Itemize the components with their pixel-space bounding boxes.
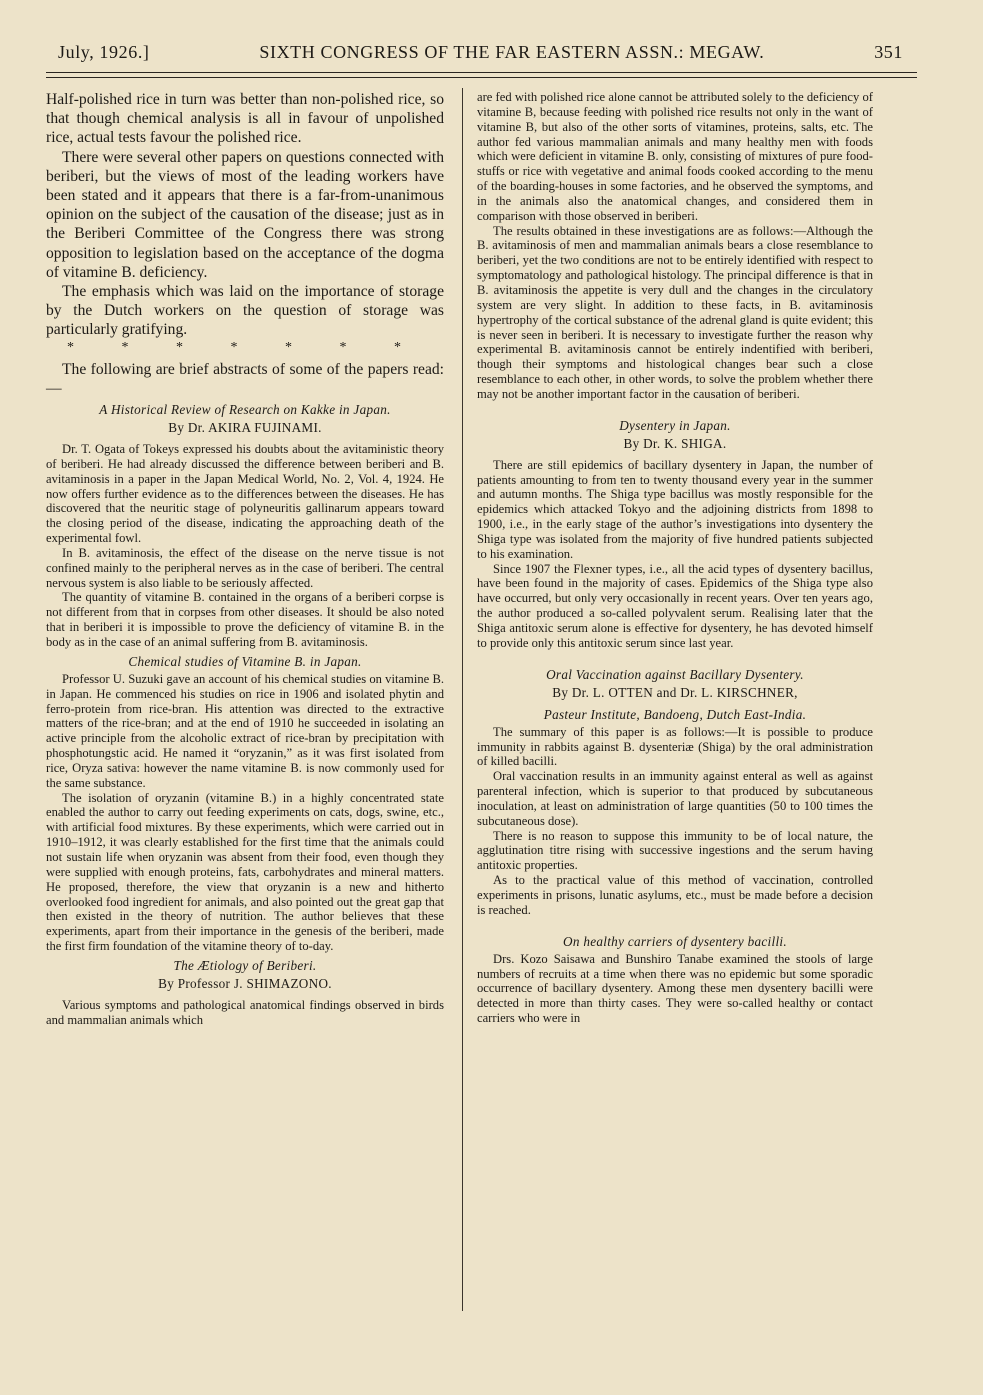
spacer [477,918,873,930]
body-paragraph: The quantity of vitamine B. contained in the organs of a beriberi corpse is not different from that in corpses from other diseases. It should be also noted that in beriberi it is impossible to prove the deficiency of vitamine B. in the body as in the case of an animal suffering from B. avitaminosis. [46,590,444,650]
spacer [477,651,873,663]
section-heading: Dysentery in Japan. [619,417,731,433]
body-paragraph: Drs. Kozo Saisawa and Bunshiro Tanabe examined the stools of large numbers of recruits at a time when there was no epidemic but some sporadic occurrence of bacillary dysentery. Among these men dysentery bacilli were detected in more than thirty cases. They were so-called healthy or contact carriers who were in [477,951,873,1026]
body-paragraph: In B. avitaminosis, the effect of the disease on the nerve tissue is not confined mainly to the peripheral nerves as in the case of beriberi. The central nervous system is also liable to be seriously affected. [46,545,444,590]
body-paragraph: Various symptoms and pathological anatomical findings observed in birds and mammalian animals which [46,997,444,1027]
body-paragraph: Since 1907 the Flexner types, i.e., all the acid types of dysentery bacillus, have been found in the majority of cases. Epidemics of the Shiga type also have occurred, but only very occasionally in recent years. Over ten years ago, the author produced a so-called polyvalent serum. Realising later that the Shiga antitoxic serum alone is effective for dysentery, he has devoted himself to provide only this antitoxic serum since last year. [477,561,873,650]
left-column [46,90,444,1028]
section-byline: By Dr. L. OTTEN and Dr. L. KIRSCHNER, [552,684,798,700]
body-paragraph: There is no reason to suppose this immunity to be of local nature, the agglutination titre rising with successive ingestions and the serum having antitoxic properties. [477,828,873,873]
header-rule-bottom [46,77,917,78]
header-date: July, 1926.] [58,42,150,62]
header-title: SIXTH CONGRESS OF THE FAR EASTERN ASSN.: MEGAW. [259,42,765,62]
page-number: 351 [874,42,903,62]
intro-paragraph: There were several other papers on questions connected with beriberi, but the views of most of the leading workers have been stated and it appears that there is a far-from-unanimous opinion on the subject of the causation of the disease; just as in the Beriberi Committee of the Congress there was strong opposition to legislation based on the acceptance of the dogma of vitamine B. deficiency. [46,148,444,281]
abstracts-intro: The following are brief abstracts of some of the papers read:— [46,360,444,397]
body-paragraph: The results obtained in these investigations are as follows:—Although the B. avitaminosis of men and mammalian animals bears a close resemblance to beriberi, yet the two conditions are not to be entirely identified with respect to symptomatology and pathological histology. The principal difference is that in B. avitaminosis the appetite is very dull and the changes in the circulatory system are very slight. In addition to these facts, in B. avitaminosis hypertrophy of the cortical substance of the adrenal gland is quite evident; this is never seen in beriberi. It is necessary to investigate further the reason why experimental B. avitaminosis cannot be entirely indentified with beriberi, though their symptoms and histological changes bear such a close resemblance to each other, in other words, to solve the problem whether there may not be another important factor in the causation of beriberi. [477,223,873,401]
section-byline: By Dr. K. SHIGA. [623,435,727,451]
section-heading: Chemical studies of Vitamine B. in Japan. [128,653,362,669]
body-paragraph: Professor U. Suzuki gave an account of his chemical studies on vitamine B. in Japan. He commenced his studies on rice in 1906 and isolated phytin and ferro-protein from rice-bran. His attention was directed to the extractive matters of the rice-bran; and at the end of 1910 he succeeded in isolating an active principle from the alcoholic extract of rice-bran by precipitation with phosphotungstic acid. He named it “oryzanin,” as it was first isolated from rice, Oryza sativa: however the name vitamine B. is now commonly used for the same substance. [46,671,444,790]
section-byline: By Dr. AKIRA FUJINAMI. [168,420,322,436]
section-affiliation: Pasteur Institute, Bandoeng, Dutch East-India. [543,706,807,722]
intro-paragraph: Half-polished rice in turn was better than non-polished rice, so that though chemical analysis is all in favour of unpolished rice, actual tests favour the polished rice. [46,91,444,147]
intro-block [46,90,444,398]
section-dysentery-japan [477,418,873,651]
section-heading: Oral Vaccination against Bacillary Dysentery. [546,666,804,682]
body-paragraph: Dr. T. Ogata of Tokeys expressed his doubts about the avitaministic theory of beriberi. He had already discussed the difference between beriberi and B. avitaminosis in a paper in the Japan Medical World, No. 2, Vol. 4, 1924. He now offers further evidence as to the differences between the diseases. He has discovered that the neuritic stage of polyneuritis gallinarum appears toward the closing period of the disease, indicating the approaching death of the experimental fowl. [46,442,444,546]
section-byline: By Professor J. SHIMAZONO. [158,975,332,991]
body-paragraph: The isolation of oryzanin (vitamine B.) in a highly concentrated state enabled the author to carry out feeding experiments on cats, dogs, swine, etc., with artificial food mixtures. By these experiments, which were carried out in 1910–1912, it was clearly established for the first time that the animals could not sustain life when oryzanin was absent from their food, even though they were supplied with enough proteins, fats, carbohydrates and mineral matters. He proposed, therefore, the view that oryzanin is a new and hitherto overlooked food ingredient for animals, and also pointed out the great gap that then existed in the theory of nutrition. The author believes that these experiments, apart from their importance in the genesis of the beriberi, made the first firm foundation of the vitamine theory of to-day. [46,790,444,954]
section-kakke [46,402,444,650]
body-paragraph: There are still epidemics of bacillary dysentery in Japan, the number of patients amounting to from ten to twenty thousand every year in the summer and autumn months. The Shiga type bacillus was mostly responsible for the epidemics which attacked Tokyo and the adjoining districts from 1898 to 1900, i.e., in the early stage of the author’s investigations into dysentery the Shiga type was isolated from the majority of five hundred patients subjected to his examination. [477,457,873,561]
section-oral-vaccination [477,667,873,918]
header-rule-top [46,72,917,73]
running-head [58,42,903,63]
intro-paragraph: The emphasis which was laid on the importance of storage by the Dutch workers on the question of storage was particularly gratifying. [46,283,444,339]
section-break-asterisks: * * * * * * * [67,339,423,355]
section-vitamine-b [46,654,444,954]
section-healthy-carriers [477,934,873,1026]
section-heading: On healthy carriers of dysentery bacilli. [563,933,787,949]
body-paragraph: are fed with polished rice alone cannot be attributed solely to the deficiency of vitamine B, because feeding with polished rice results not only in the want of vitamine B, but also of the other sorts of vitamines, proteins, salts, etc. The author fed various mammalian animals and many healthy men with foods which were deficient in vitamine B. only, consisting of mixtures of pure food-stuffs or rice with vegetative and animal foods cooked according to the menu of the boarding-houses in some factories, and he observed the symptoms, and in the animals also the anatomical changes, and considered them in comparison with those observed in beriberi. [477,90,873,223]
body-paragraph: As to the practical value of this method of vaccination, controlled experiments in prisons, lunatic asylums, etc., must be made before a decision is reached. [477,873,873,917]
body-paragraph: Oral vaccination results in an immunity against enteral as well as against parenteral infection, which is superior to that produced by subcutaneous inoculation, at least on administration of large quantities (50 to 100 times the subcutaneous dose). [477,769,873,828]
section-heading: A Historical Review of Research on Kakke in Japan. [99,402,391,418]
spacer [477,402,873,414]
section-aetiology [46,958,444,1028]
body-paragraph: The summary of this paper is as follows:—It is possible to produce immunity in rabbits against B. dysenteriæ (Shiga) by the oral administration of killed bacilli. [477,724,873,769]
section-heading: The Ætiology of Beriberi. [173,957,317,973]
right-column [477,90,873,1026]
column-divider [462,88,463,1311]
